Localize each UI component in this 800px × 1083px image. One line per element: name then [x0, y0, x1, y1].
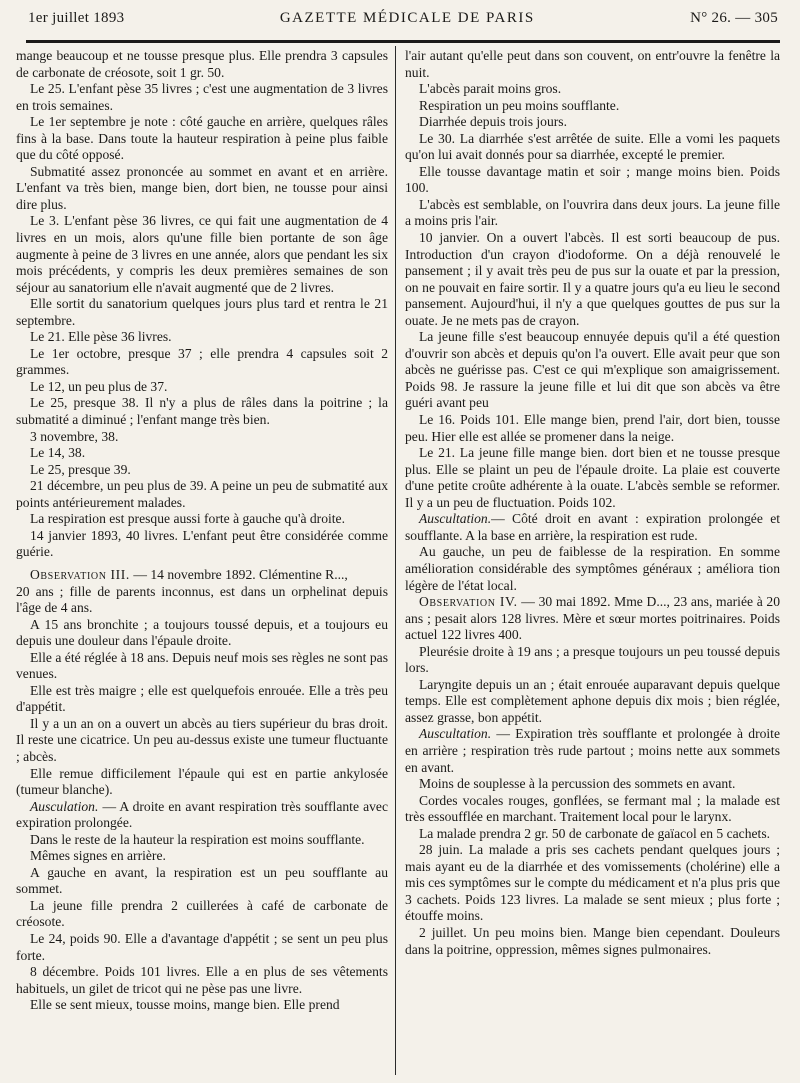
auscultation-label: Auscultation.	[419, 726, 492, 742]
paragraph: Elle sortit du sanatorium quelques jours plus tard et rentra le 21 septembre.	[16, 296, 388, 328]
paragraph: Le 14, 38.	[30, 445, 86, 461]
auscultation-text: — Expiration très soufflante et prolongée à droite en arrière ; respiration très rude partout ; moins nette aux sommets en avant.	[405, 726, 780, 775]
observation-iv-heading	[405, 594, 780, 644]
paragraph: Le 1er octobre, presque 37 ; elle prendra 4 capsules soit 2 grammes.	[16, 345, 388, 378]
auscultation-text: — A droite en avant respiration très soufflante avec expiration prolongée.	[16, 798, 388, 831]
paragraph: 21 décembre, un peu plus de 39. A peine un peu de submatité aux points antérieurement malades.	[16, 478, 388, 510]
paragraph: 20 ans ; fille de parents inconnus, est dans un orphelinat depuis l'âge de 4 ans.	[16, 583, 388, 616]
paragraph: Submatité assez prononcée au sommet en avant et en arrière. L'enfant va très bien, mange bien, dort bien, ne tousse pour ainsi dire plus.	[16, 163, 388, 212]
paragraph: Il y a un an on a ouvert un abcès au tiers supérieur du bras droit. Il reste une cicatrice. Un peu au-dessus existe une tumeur fluctuante ; abcès.	[16, 715, 388, 764]
paragraph: Le 3. L'enfant pèse 36 livres, ce qui fait une augmentation de 4 livres en un mois, alors qu'une fille bien portante de son âge augmente à peine de 3 livres en une année, alors que pendant les six mois précédents, y compris les deux premières semaines de son séjour au sanatorium elle n'avait augmenté que de 2 livres.	[16, 213, 388, 295]
paragraph: Elle remue difficilement l'épaule qui est en partie ankylosée (tumeur blanche).	[16, 765, 388, 798]
paragraph: L'abcès est semblable, on l'ouvrira dans deux jours. La jeune fille a moins pris l'air.	[405, 196, 780, 229]
paragraph: 8 décembre. Poids 101 livres. Elle a en plus de ses vêtements habituels, un gilet de tricot qui ne pèse pas une livre.	[16, 964, 388, 996]
paragraph: Dans le reste de la hauteur la respiration est moins soufflante.	[30, 831, 365, 847]
paragraph: A 15 ans bronchite ; a toujours toussé depuis, et a toujours eu depuis une douleur dans l'épaule droite.	[16, 616, 388, 649]
paragraph: Le 25, presque 39.	[30, 461, 131, 477]
header-date: 1er juillet 1893	[28, 10, 125, 26]
paragraph: 14 janvier 1893, 40 livres. L'enfant peut être considérée comme guérie.	[16, 527, 388, 560]
paragraph: La malade prendra 2 gr. 50 de carbonate de gaïacol en 5 cachets.	[419, 825, 771, 841]
paragraph: Le 1er septembre je note : côté gauche en arrière, quelques râles fins à la base. Dans toute la hauteur respiration à peine plus faible que du côté opposé.	[16, 114, 388, 163]
observation-text: — 30 mai 1892. Mme D..., 23 ans, mariée à 20 ans ; pesait alors 128 livres. Mère et sœur mortes poitrinaires. Poids actuel 122 livres 400.	[405, 594, 780, 643]
header-issue-page: N° 26. — 305	[690, 10, 778, 26]
paragraph: Le 24, poids 90. Elle a d'avantage d'appétit ; se sent un peu plus forte.	[16, 930, 388, 963]
paragraph: A gauche en avant, la respiration est un peu soufflante au sommet.	[16, 864, 388, 897]
paragraph: Respiration un peu moins soufflante.	[419, 97, 620, 113]
auscultation-paragraph	[16, 799, 388, 832]
paragraph: La respiration est presque aussi forte à gauche qu'à droite.	[30, 511, 345, 527]
paragraph: Laryngite depuis un an ; était enrouée auparavant depuis quelque temps. Elle est complètement aphone depuis dix mois ; bien réglée, assez grasse, bon appétit.	[405, 676, 780, 725]
paragraph: Pleurésie droite à 19 ans ; a presque toujours un peu toussé depuis lors.	[405, 643, 780, 676]
paragraph: 10 janvier. On a ouvert l'abcès. Il est sorti beaucoup de pus. Introduction d'un crayon d'iodoforme. On a déjà renouvelé le pansement ; il y avait très peu de pus sur la ouate et par la pression, on ne pouvait en faire sortir. Il y a quatre jours qu'a eu lieu le second pansement. Aujourd'hui, il n'y a que quelques gouttes de pus sur la ouate. Je ne mets pas de crayon.	[405, 230, 780, 328]
paragraph: Le 16. Poids 101. Elle mange bien, prend l'air, dort bien, tousse peu. Hier elle est allée se promener dans la neige.	[405, 412, 780, 444]
header-title: GAZETTE MÉDICALE DE PARIS	[279, 10, 535, 26]
paragraph: Elle a été réglée à 18 ans. Depuis neuf mois ses règles ne sont pas venues.	[16, 649, 388, 682]
paragraph: 3 novembre, 38.	[30, 428, 119, 444]
paragraph: Cordes vocales rouges, gonflées, se fermant mal ; la malade est très essoufflée en marchant. Traitement local pour le larynx.	[405, 792, 780, 825]
paragraph: Le 12, un peu plus de 37.	[30, 378, 168, 394]
paragraph: Le 25. L'enfant pèse 35 livres ; c'est une augmentation de 3 livres en trois semaines.	[16, 81, 388, 113]
right-column	[405, 48, 780, 1077]
observation-text: — 14 novembre 1892. Clémentine R...,	[129, 566, 348, 582]
paragraph: 28 juin. La malade a pris ses cachets pendant quelques jours ; mais ayant eu de la diarrhée et des vomissements (cholérine) elle a mis ces symptômes sur le compte du médicament et n'a plus pris que 3 cachets. Poids 123 livres. La malade se sent mieux ; plus forte ; étouffe moins.	[405, 842, 780, 924]
header-rule	[26, 40, 780, 43]
observation-iii-heading	[16, 567, 388, 584]
paragraph: Diarrhée depuis trois jours.	[419, 114, 567, 130]
paragraph: Au gauche, un peu de faiblesse de la respiration. En somme amélioration considérable des symptômes généraux ; améliora tion légère de l'état local.	[405, 544, 780, 593]
paragraph: Le 21. Elle pèse 36 livres.	[30, 329, 172, 345]
observation-label: Observation III.	[30, 566, 130, 582]
paragraph: Mêmes signes en arrière.	[30, 848, 166, 864]
paragraph: Elle tousse davantage matin et soir ; mange moins bien. Poids 100.	[405, 163, 780, 196]
paragraph: Elle est très maigre ; elle est quelquefois enrouée. Elle a très peu d'appétit.	[16, 682, 388, 715]
paragraph: Le 30. La diarrhée s'est arrêtée de suite. Elle a vomi les paquets qu'on lui avait donnés pour sa diarrhée, excepté le premier.	[405, 130, 780, 163]
paragraph: L'abcès parait moins gros.	[419, 81, 562, 97]
auscultation-paragraph	[405, 726, 780, 776]
observation-label: Observation IV.	[419, 594, 518, 610]
paragraph: 2 juillet. Un peu moins bien. Mange bien cependant. Douleurs dans la poitrine, oppression, mêmes signes pulmonaires.	[405, 924, 780, 957]
paragraph: Le 25, presque 38. Il n'y a plus de râles dans la poitrine ; la submatité a diminué ; l'enfant mange très bien.	[16, 395, 388, 428]
column-divider	[395, 46, 396, 1075]
auscultation-label: Ausculation.	[30, 798, 99, 814]
auscultation-text: — Côté droit en avant : expiration prolongée et soufflante. A la base en arrière, la respiration est rude.	[405, 511, 780, 543]
paragraph: Elle se sent mieux, tousse moins, mange bien. Elle prend	[30, 997, 340, 1013]
paragraph: La jeune fille prendra 2 cuillerées à café de carbonate de créosote.	[16, 897, 388, 930]
paragraph: La jeune fille s'est beaucoup ennuyée depuis qu'il a été question d'ouvrir son abcès et depuis qu'on l'a ouvert. Elle avait peur que son abcès ne guérisse pas. C'est ce qui m'explique son amaigrissement. Poids 98. Je rassure la jeune fille et lui dit que son abcès va être guéri avant peu	[405, 329, 780, 411]
left-column	[16, 48, 388, 1077]
paragraph: mange beaucoup et ne tousse presque plus. Elle prendra 3 capsules de carbonate de créosote, soit 1 gr. 50.	[16, 48, 388, 80]
paragraph: l'air autant qu'elle peut dans son couvent, on entr'ouvre la fenêtre la nuit.	[405, 48, 780, 80]
paragraph: Le 21. La jeune fille mange bien. dort bien et ne tousse presque plus. Elle se plaint un peu de l'épaule droite. La plaie est couverte d'une petite croûte adhérente à la ouate. L'abcès semble se reformer. Il y a un peu de fluctuation. Poids 102.	[405, 445, 780, 510]
auscultation-paragraph	[405, 511, 780, 544]
paragraph: Moins de souplesse à la percussion des sommets en avant.	[419, 776, 736, 792]
page-header	[28, 10, 778, 38]
auscultation-label: Auscultation.	[419, 511, 492, 527]
